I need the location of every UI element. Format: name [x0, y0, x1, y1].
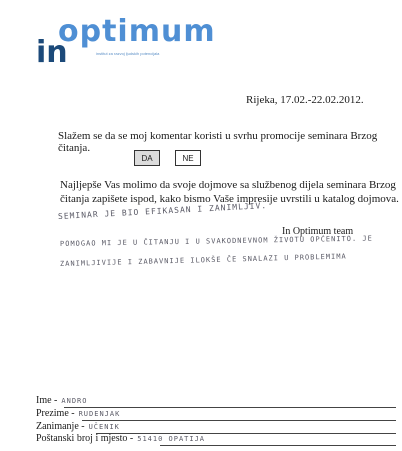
posta-value[interactable]: 51410 OPATIJA — [137, 435, 206, 443]
zanimanje-value[interactable]: UČENIK — [88, 423, 120, 431]
prezime-value[interactable]: RUDENJAK — [78, 410, 121, 418]
logo-in-text: in — [36, 35, 68, 70]
ime-label: Ime - — [36, 395, 58, 406]
form-row-posta — [36, 433, 205, 444]
request-line: Najljepše Vas molimo da svoje dojmove sa službenog dijela seminara Brzog — [60, 179, 396, 191]
zanimanje-label: Zanimanje - — [36, 421, 85, 432]
request-line: čitanja zapišete ispod, kako bismo Vaše impresije uvrstili u katalog dojmova. — [60, 193, 399, 205]
prezime-line — [82, 420, 396, 421]
posta-line — [160, 445, 396, 446]
yes-checkbox[interactable]: DA — [134, 150, 160, 166]
handwritten-comment-line: POMOGAO MI JE U ČITANJU I U SVAKODNEVNOM ŽIVOTU OPĆENITO. JE — [59, 234, 373, 248]
consent-text: Slažem se da se moj komentar koristi u svrhu promocije seminara Brzog čitanja. — [58, 130, 378, 154]
form-row-zanimanje — [36, 421, 120, 432]
no-checkbox[interactable]: NE — [175, 150, 201, 166]
prezime-label: Prezime - — [36, 408, 75, 419]
ime-value[interactable]: ANDRO — [61, 397, 88, 405]
handwritten-comment-line: ZANIMLJIVIJE I ZABAVNIJE ILOKŠE ČE SNALAZI U PROBLEMIMA — [59, 252, 347, 268]
in-optimum-logo — [36, 14, 216, 70]
form-row-prezime — [36, 408, 120, 419]
logo-optimum-text: optimum — [58, 14, 216, 49]
form-row-ime — [36, 395, 87, 406]
team-signature: In Optimum team — [282, 226, 354, 237]
logo-tagline: institut za razvoj ljudskih potencijala — [96, 51, 160, 56]
handwritten-comment-line: SEMINAR JE BIO EFIKASAN I ZANIMLJIV. — [57, 201, 268, 221]
posta-label: Poštanski broj i mjesto - — [36, 433, 134, 444]
date-text: Rijeka, 17.02.-22.02.2012. — [246, 94, 364, 106]
request-paragraph — [60, 178, 399, 206]
